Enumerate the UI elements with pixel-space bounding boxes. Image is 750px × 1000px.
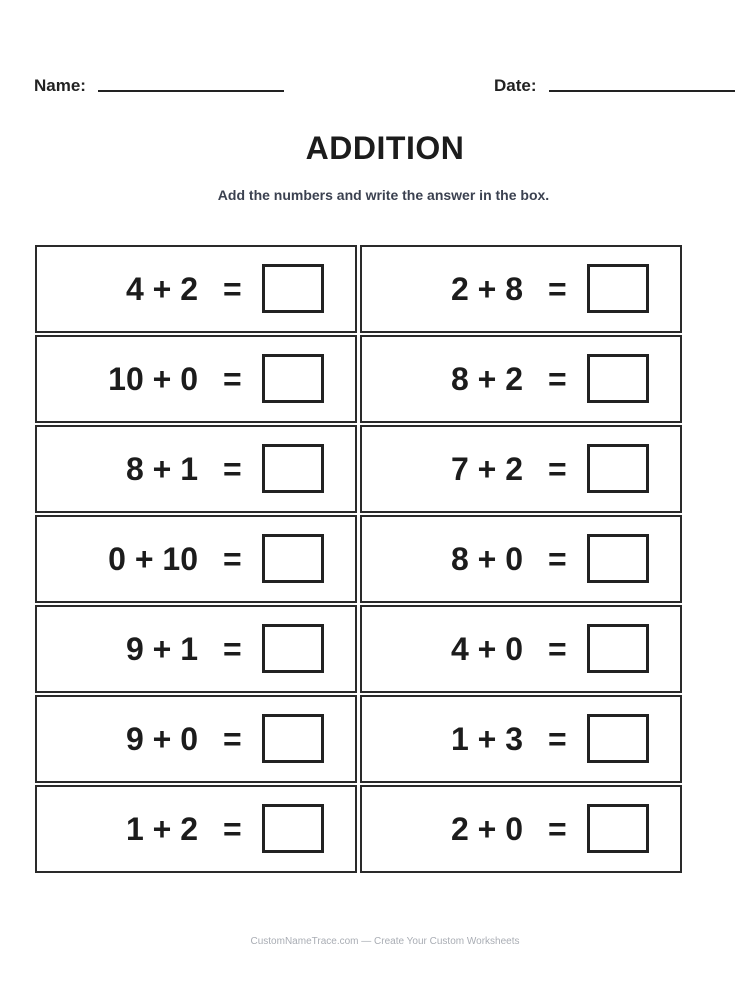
problem-expression: 4 + 0 [450, 630, 523, 667]
name-write-line[interactable] [98, 90, 284, 92]
answer-box[interactable] [587, 624, 649, 673]
problem-cell [35, 785, 357, 873]
footer-credit: CustomNameTrace.com — Create Your Custom Worksheets [250, 936, 520, 947]
problem-expression: 1 + 3 [450, 720, 523, 757]
answer-box[interactable] [262, 534, 324, 583]
problem-cell [35, 245, 357, 333]
answer-box[interactable] [262, 354, 324, 403]
worksheet-instructions: Add the numbers and write the answer in the box. [217, 187, 550, 203]
problem-expression: 2 + 8 [450, 270, 523, 307]
answer-box[interactable] [587, 714, 649, 763]
answer-box[interactable] [262, 804, 324, 853]
equals-sign: = [548, 270, 567, 307]
answer-box[interactable] [587, 804, 649, 853]
answer-box[interactable] [587, 264, 649, 313]
problem-cell [35, 515, 357, 603]
problem-cell [35, 335, 357, 423]
equals-sign: = [223, 630, 242, 667]
answer-box[interactable] [262, 624, 324, 673]
problem-cell [360, 425, 682, 513]
date-field [494, 76, 735, 96]
answer-box[interactable] [262, 444, 324, 493]
problem-expression: 0 + 10 [108, 540, 198, 577]
name-label: Name: [34, 76, 86, 95]
equals-sign: = [223, 270, 242, 307]
answer-box[interactable] [587, 444, 649, 493]
problem-expression: 8 + 1 [125, 450, 198, 487]
problem-expression: 7 + 2 [450, 450, 523, 487]
worksheet-title: ADDITION [305, 130, 465, 166]
problem-cell [35, 425, 357, 513]
problem-expression: 1 + 2 [125, 810, 198, 847]
equals-sign: = [223, 810, 242, 847]
equals-sign: = [548, 450, 567, 487]
problem-expression: 8 + 2 [450, 360, 523, 397]
problem-expression: 10 + 0 [108, 360, 198, 397]
date-label: Date: [494, 76, 537, 95]
problem-cell [360, 785, 682, 873]
equals-sign: = [548, 540, 567, 577]
problem-grid [35, 245, 682, 873]
name-field [34, 76, 284, 96]
problem-expression: 4 + 2 [125, 270, 198, 307]
problem-cell [360, 605, 682, 693]
problem-cell [360, 515, 682, 603]
equals-sign: = [548, 630, 567, 667]
equals-sign: = [223, 450, 242, 487]
date-write-line[interactable] [549, 90, 735, 92]
equals-sign: = [548, 360, 567, 397]
equals-sign: = [223, 360, 242, 397]
problem-expression: 9 + 1 [125, 630, 198, 667]
answer-box[interactable] [587, 534, 649, 583]
problem-expression: 8 + 0 [450, 540, 523, 577]
problem-cell [360, 245, 682, 333]
problem-cell [360, 335, 682, 423]
problem-cell [360, 695, 682, 783]
problem-cell [35, 605, 357, 693]
worksheet-header [34, 76, 738, 98]
equals-sign: = [223, 540, 242, 577]
equals-sign: = [548, 810, 567, 847]
answer-box[interactable] [262, 714, 324, 763]
answer-box[interactable] [587, 354, 649, 403]
problem-expression: 9 + 0 [125, 720, 198, 757]
problem-expression: 2 + 0 [450, 810, 523, 847]
equals-sign: = [548, 720, 567, 757]
problem-cell [35, 695, 357, 783]
equals-sign: = [223, 720, 242, 757]
answer-box[interactable] [262, 264, 324, 313]
